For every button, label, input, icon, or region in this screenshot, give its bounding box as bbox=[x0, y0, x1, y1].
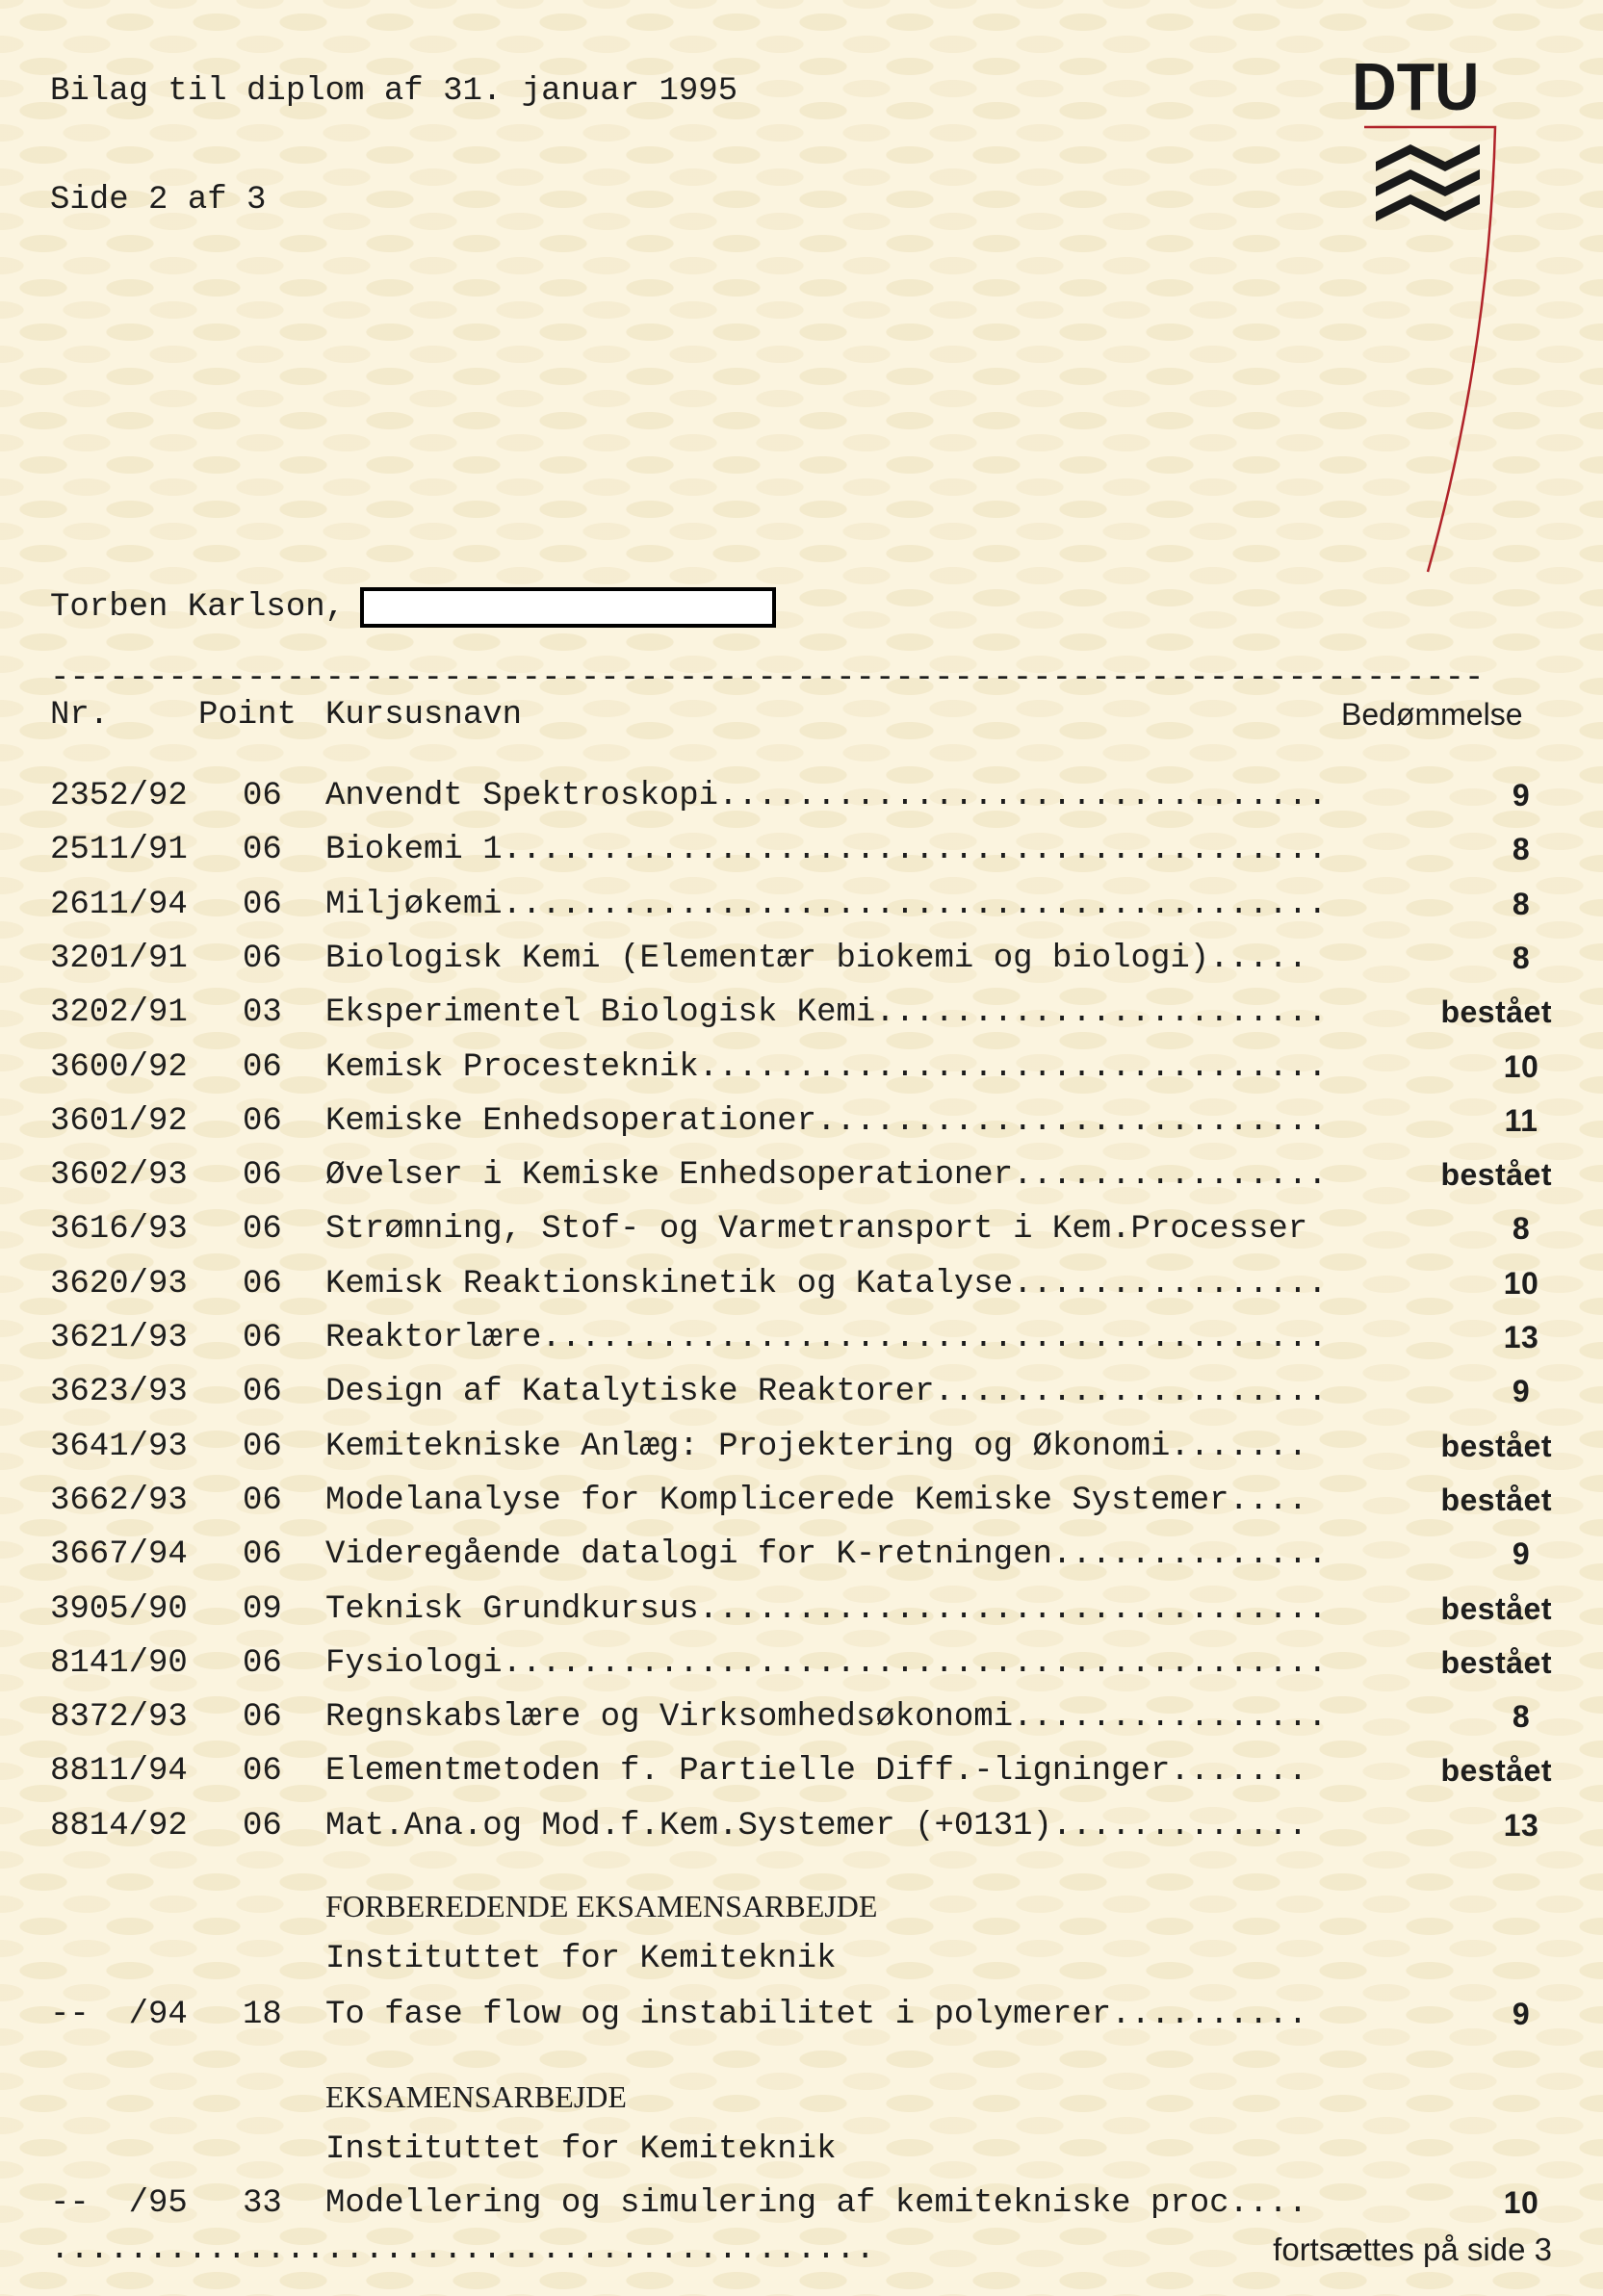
table-row bbox=[50, 1645, 1552, 1684]
table-row bbox=[50, 1049, 1552, 1088]
course-number: 3621/93 bbox=[50, 1320, 188, 1356]
course-grade: 9 bbox=[1512, 1374, 1531, 1408]
course-number: 3905/90 bbox=[50, 1591, 188, 1628]
table-row bbox=[50, 1157, 1552, 1196]
course-number: 8811/94 bbox=[50, 1753, 188, 1790]
course-name: Miljøkemi.......................................... bbox=[325, 887, 1328, 923]
course-number: 3620/93 bbox=[50, 1266, 188, 1303]
course-points: 06 bbox=[243, 1808, 282, 1845]
course-number: 8814/92 bbox=[50, 1808, 188, 1845]
course-number: 3602/93 bbox=[50, 1157, 188, 1194]
course-grade: bestået bbox=[1440, 1483, 1552, 1517]
course-points: 06 bbox=[243, 1103, 282, 1140]
course-grade: bestået bbox=[1440, 1753, 1552, 1788]
course-points: 06 bbox=[243, 1320, 282, 1356]
course-number: 3600/92 bbox=[50, 1049, 188, 1086]
course-number: 3623/93 bbox=[50, 1374, 188, 1410]
final-exam-institute: Instituttet for Kemiteknik bbox=[325, 2131, 837, 2168]
preliminary-exam-row bbox=[50, 1997, 1552, 2035]
course-points: 06 bbox=[243, 1049, 282, 1086]
course-name: Kemitekniske Anlæg: Projektering og Økonomi....... bbox=[325, 1429, 1308, 1465]
course-points: 06 bbox=[243, 1157, 282, 1194]
dtu-logo bbox=[1343, 44, 1512, 583]
table-row bbox=[50, 1429, 1552, 1467]
page-number-line: Side 2 af 3 bbox=[50, 182, 267, 219]
course-number: 2611/94 bbox=[50, 887, 188, 923]
course-points: 06 bbox=[243, 1699, 282, 1736]
table-row bbox=[50, 1266, 1552, 1304]
course-grade: bestået bbox=[1440, 1157, 1552, 1192]
course-name: Eksperimentel Biologisk Kemi....................... bbox=[325, 994, 1328, 1031]
column-header-grade: Bedømmelse bbox=[1341, 697, 1523, 732]
course-name: Kemiske Enhedsoperationer.......................... bbox=[325, 1103, 1328, 1140]
redacted-id-box bbox=[360, 587, 776, 628]
course-number: 3667/94 bbox=[50, 1536, 188, 1573]
course-grade: bestået bbox=[1440, 1429, 1552, 1463]
course-number: 8372/93 bbox=[50, 1699, 188, 1736]
course-name: Teknisk Grundkursus................................ bbox=[325, 1591, 1328, 1628]
course-number: 3601/92 bbox=[50, 1103, 188, 1140]
course-name: Regnskabslære og Virksomhedsøkonomi................ bbox=[325, 1699, 1328, 1736]
table-row bbox=[50, 1808, 1552, 1846]
student-name: Torben Karlson, bbox=[50, 589, 346, 626]
table-row bbox=[50, 1103, 1552, 1142]
course-grade: 8 bbox=[1512, 941, 1531, 975]
course-points: 33 bbox=[243, 2185, 282, 2222]
course-number: 3641/93 bbox=[50, 1429, 188, 1465]
table-row bbox=[50, 887, 1552, 925]
course-grade: 11 bbox=[1504, 1103, 1538, 1138]
course-name: Biologisk Kemi (Elementær biokemi og biologi)..... bbox=[325, 941, 1308, 977]
course-number: 8141/90 bbox=[50, 1645, 188, 1682]
table-row bbox=[50, 941, 1552, 979]
course-name: Modellering og simulering af kemitekniske proc.... bbox=[325, 2185, 1308, 2222]
course-name: Strømning, Stof- og Varmetransport i Kem.Processer bbox=[325, 1211, 1308, 1248]
course-number: 3616/93 bbox=[50, 1211, 188, 1248]
course-name: Elementmetoden f. Partielle Diff.-ligninger....... bbox=[325, 1753, 1308, 1790]
continuation-dots: .......................................... bbox=[50, 2232, 875, 2268]
table-row bbox=[50, 832, 1552, 870]
course-grade: 8 bbox=[1512, 887, 1531, 921]
course-name: Anvendt Spektroskopi............................... bbox=[325, 778, 1328, 814]
wave-icon bbox=[1376, 144, 1480, 221]
course-grade: 9 bbox=[1512, 778, 1531, 813]
course-points: 06 bbox=[243, 1429, 282, 1465]
course-points: 18 bbox=[243, 1997, 282, 2033]
course-number: 3201/91 bbox=[50, 941, 188, 977]
table-row bbox=[50, 778, 1552, 816]
course-grade: 10 bbox=[1503, 1049, 1539, 1084]
column-header-name: Kursusnavn bbox=[325, 697, 523, 734]
course-number: 3662/93 bbox=[50, 1483, 188, 1519]
course-points: 06 bbox=[243, 1483, 282, 1519]
course-number: -- /94 bbox=[50, 1997, 188, 2033]
course-grade: 8 bbox=[1512, 1211, 1531, 1246]
final-exam-title: EKSAMENSARBEJDE bbox=[325, 2079, 627, 2114]
course-points: 06 bbox=[243, 1266, 282, 1303]
course-number: 3202/91 bbox=[50, 994, 188, 1031]
course-points: 06 bbox=[243, 1536, 282, 1573]
course-grade: bestået bbox=[1440, 1591, 1552, 1626]
course-grade: bestået bbox=[1440, 1645, 1552, 1680]
course-grade: 8 bbox=[1512, 832, 1531, 866]
course-name: Videregående datalogi for K-retningen.............. bbox=[325, 1536, 1328, 1573]
table-row bbox=[50, 1211, 1552, 1250]
course-grade: 13 bbox=[1503, 1320, 1539, 1354]
course-name: Øvelser i Kemiske Enhedsoperationer................ bbox=[325, 1157, 1328, 1194]
accent-curve bbox=[1364, 127, 1495, 572]
course-points: 09 bbox=[243, 1591, 282, 1628]
table-row bbox=[50, 994, 1552, 1033]
course-points: 06 bbox=[243, 778, 282, 814]
course-name: Reaktorlære........................................ bbox=[325, 1320, 1328, 1356]
course-grade: 9 bbox=[1512, 1997, 1531, 2031]
course-name: Biokemi 1.......................................... bbox=[325, 832, 1328, 868]
course-points: 06 bbox=[243, 832, 282, 868]
preliminary-exam-title: FORBEREDENDE EKSAMENSARBEJDE bbox=[325, 1889, 878, 1923]
continuation-text: fortsættes på side 3 bbox=[1273, 2232, 1552, 2267]
column-header-point: Point bbox=[198, 697, 297, 734]
course-name: Fysiologi.......................................... bbox=[325, 1645, 1328, 1682]
course-points: 06 bbox=[243, 1374, 282, 1410]
course-grade: 10 bbox=[1503, 2185, 1539, 2220]
table-row bbox=[50, 1753, 1552, 1792]
header-rule: ------------------------------------------------------------------------- bbox=[50, 669, 1485, 688]
course-grade: bestået bbox=[1440, 994, 1552, 1029]
table-row bbox=[50, 1536, 1552, 1575]
table-row bbox=[50, 1374, 1552, 1412]
course-grade: 9 bbox=[1512, 1536, 1531, 1571]
course-number: 2511/91 bbox=[50, 832, 188, 868]
student-name-row bbox=[50, 587, 776, 628]
course-grade: 8 bbox=[1512, 1699, 1531, 1734]
table-row bbox=[50, 1320, 1552, 1358]
course-name: Design af Katalytiske Reaktorer.................... bbox=[325, 1374, 1328, 1410]
course-points: 06 bbox=[243, 1211, 282, 1248]
course-number: 2352/92 bbox=[50, 778, 188, 814]
final-exam-row bbox=[50, 2185, 1552, 2224]
course-name: Mat.Ana.og Mod.f.Kem.Systemer (+0131)............. bbox=[325, 1808, 1308, 1845]
course-grade: 13 bbox=[1503, 1808, 1539, 1843]
course-points: 03 bbox=[243, 994, 282, 1031]
dtu-logo-text: DTU bbox=[1352, 49, 1480, 125]
course-points: 06 bbox=[243, 887, 282, 923]
course-points: 06 bbox=[243, 941, 282, 977]
table-row bbox=[50, 1483, 1552, 1521]
course-name: Kemisk Reaktionskinetik og Katalyse................ bbox=[325, 1266, 1328, 1303]
course-grade: 10 bbox=[1503, 1266, 1539, 1301]
course-points: 06 bbox=[243, 1645, 282, 1682]
column-header-nr: Nr. bbox=[50, 697, 110, 734]
course-name: To fase flow og instabilitet i polymerer.......... bbox=[325, 1997, 1308, 2033]
table-row bbox=[50, 1699, 1552, 1738]
appendix-date-line: Bilag til diplom af 31. januar 1995 bbox=[50, 73, 738, 110]
course-name: Modelanalyse for Komplicerede Kemiske Systemer.... bbox=[325, 1483, 1308, 1519]
preliminary-exam-institute: Instituttet for Kemiteknik bbox=[325, 1941, 837, 1977]
table-row bbox=[50, 1591, 1552, 1630]
course-name: Kemisk Procesteknik................................ bbox=[325, 1049, 1328, 1086]
course-points: 06 bbox=[243, 1753, 282, 1790]
course-number: -- /95 bbox=[50, 2185, 188, 2222]
